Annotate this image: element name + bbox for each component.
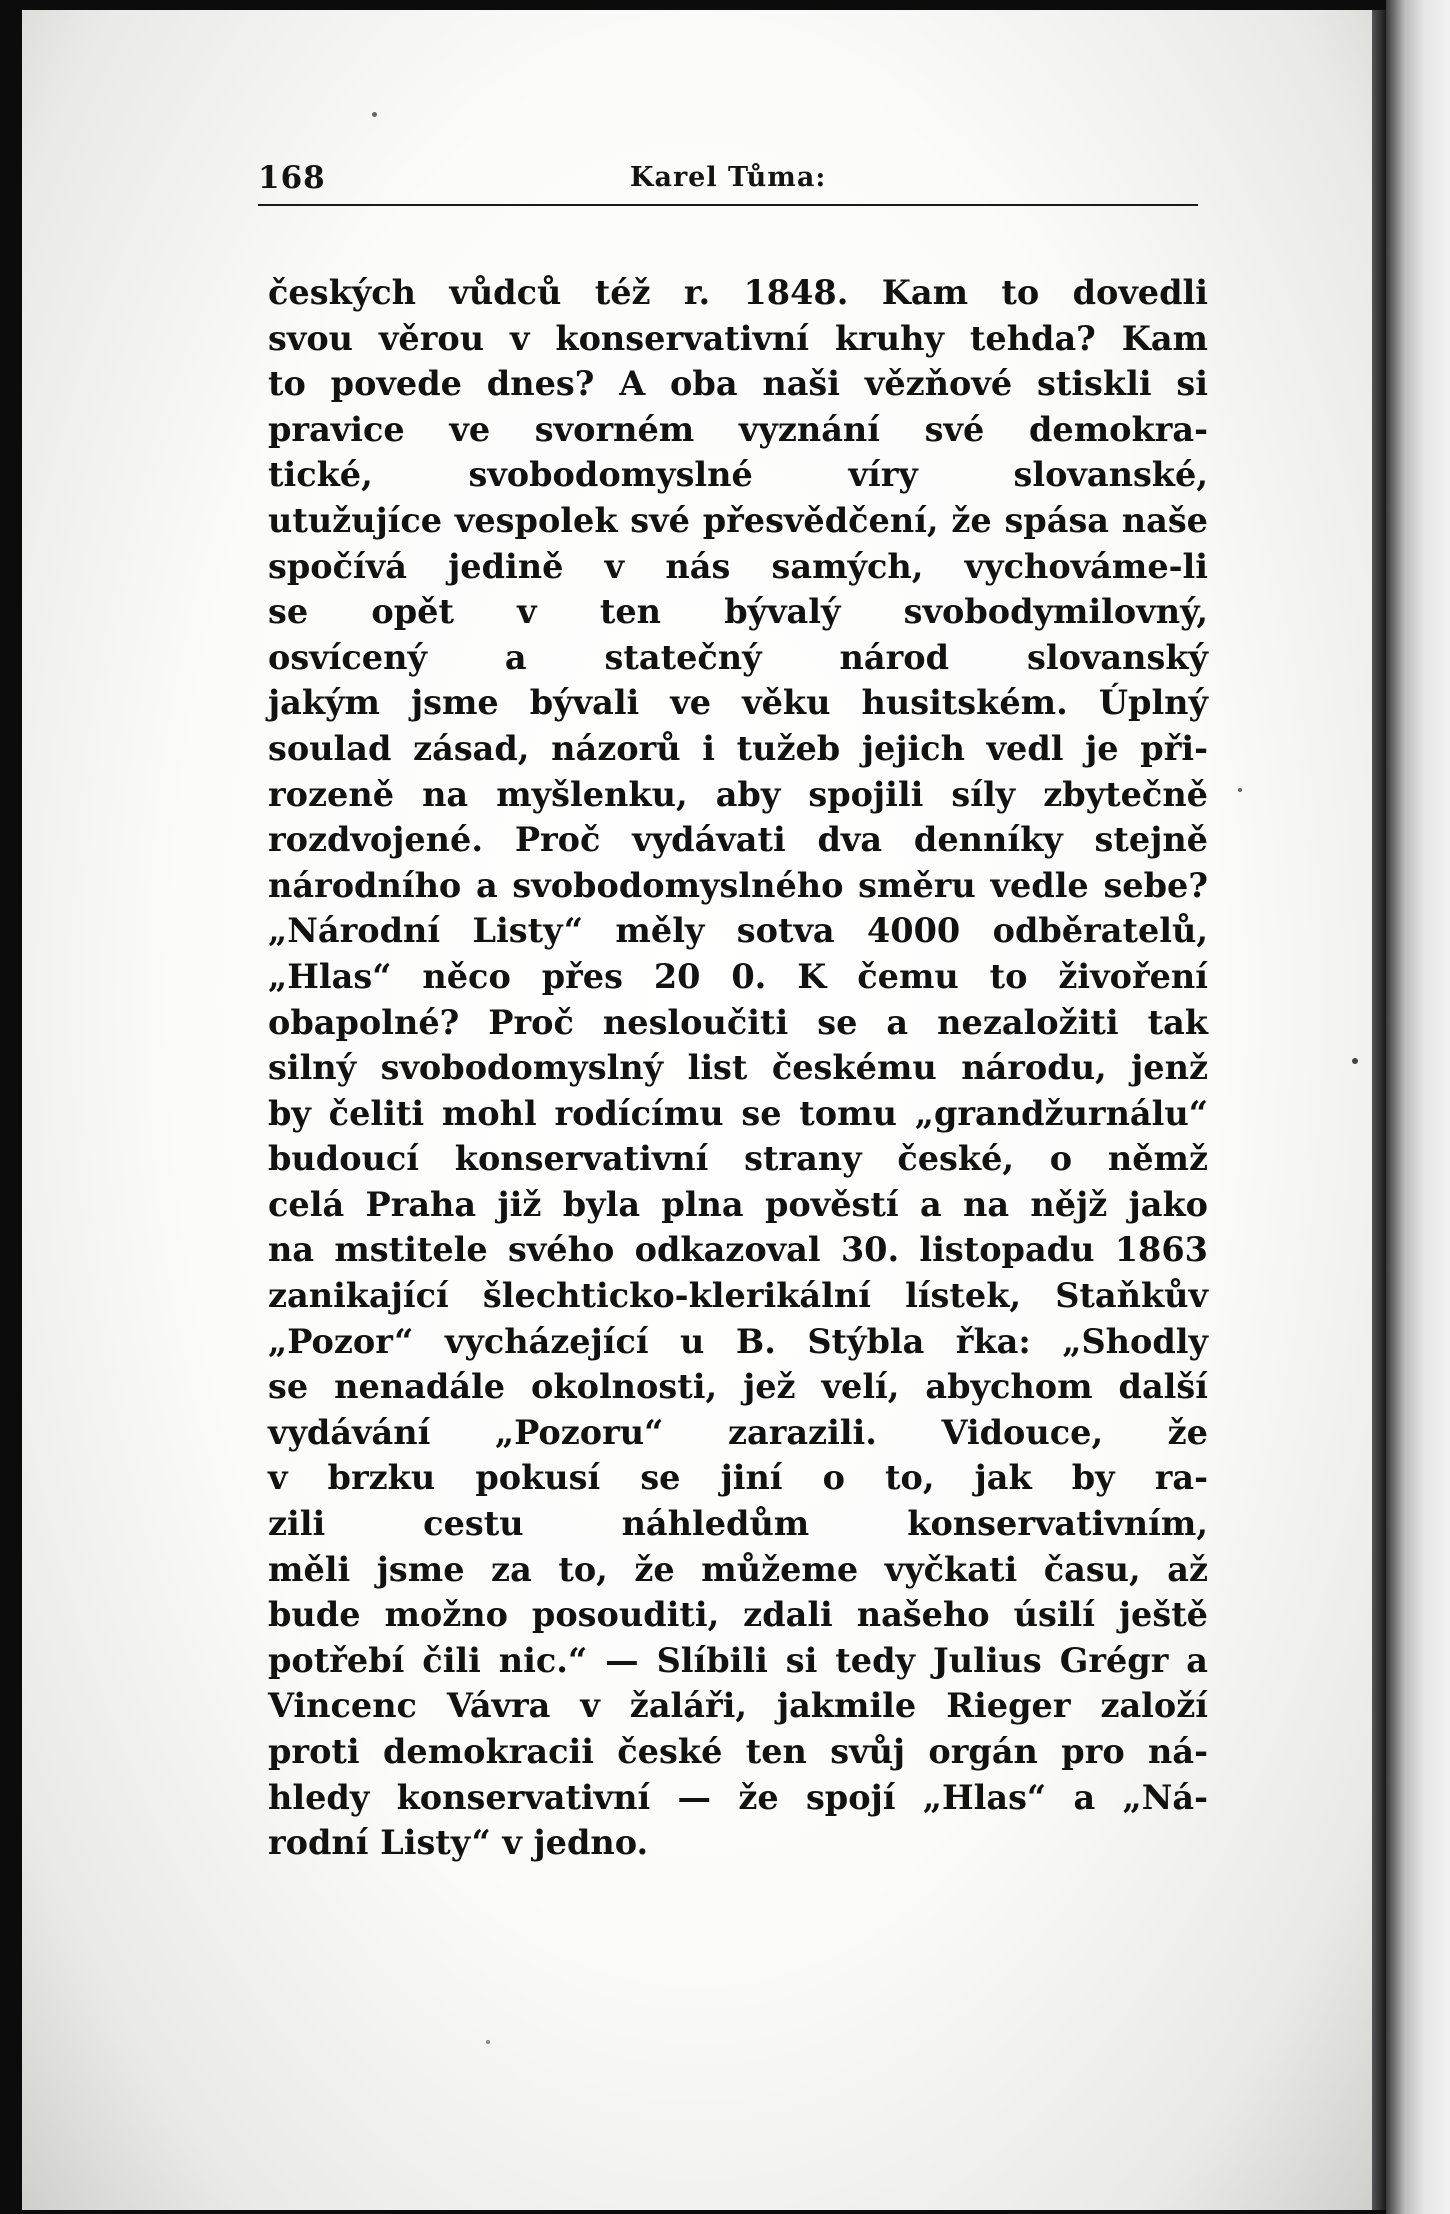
text-line: pravice ve svorném vyznání své demokra-: [268, 409, 1208, 449]
text-line: bude možno posouditi, zdali našeho úsilí ještě: [268, 1595, 1208, 1635]
text-line: to povede dnes? A oba naši vězňové stiskli si: [268, 364, 1208, 404]
text-line: obapolné? Proč nesloučiti se a nezaložiti tak: [268, 1002, 1208, 1042]
text-line-last: rodní Listy“ v jedno.: [268, 1823, 649, 1863]
text-line: potřebí čili nic.“ — Slíbili si tedy Julius Grégr a: [268, 1640, 1208, 1680]
adjacent-page-margin: [1386, 0, 1450, 2214]
running-head: Karel Tůma:: [630, 162, 827, 193]
text-line: by čeliti mohl rodícímu se tomu „grandžurnálu“: [268, 1093, 1208, 1133]
text-line: soulad zásad, názorů i tužeb jejich vedl je při-: [268, 728, 1208, 768]
paper-speck: [1238, 788, 1242, 792]
text-line: proti demokracii české ten svůj orgán pro ná-: [268, 1732, 1208, 1771]
header-rule: [258, 204, 1198, 206]
text-line: svou věrou v konservativní kruhy tehda? Kam: [268, 318, 1208, 358]
page-number: 168: [258, 160, 326, 196]
paper-speck: [1352, 1058, 1358, 1064]
text-line: v brzku pokusí se jiní o to, jak by ra-: [268, 1458, 1208, 1498]
page-header: [258, 160, 1198, 206]
paper-speck: [486, 2040, 490, 2044]
text-line: národního a svobodomyslného směru vedle sebe?: [268, 865, 1208, 905]
text-line: osvícený a statečný národ slovanský: [268, 637, 1208, 677]
text-line: hledy konservativní — že spojí „Hlas“ a „Ná-: [268, 1777, 1208, 1817]
text-line: se nenadále okolnosti, jež velí, abychom další: [268, 1367, 1208, 1407]
text-line: se opět v ten bývalý svobodymilovný,: [268, 592, 1208, 632]
text-line: tické, svobodomyslné víry slovanské,: [268, 455, 1208, 495]
text-line: měli jsme za to, že můžeme vyčkati času, až: [268, 1549, 1208, 1589]
body-paragraph: [268, 270, 1208, 1866]
text-line: vydávání „Pozoru“ zarazili. Vidouce, že: [268, 1412, 1208, 1452]
text-line: spočívá jedině v nás samých, vychováme-li: [268, 546, 1208, 586]
paper-speck: [372, 112, 377, 117]
page-edge-shadow: [1372, 10, 1386, 2210]
text-line: celá Praha již byla plna pověstí a na nějž jako: [268, 1184, 1208, 1224]
text-line: „Hlas“ něco přes 20 0. K čemu to živoření: [268, 956, 1208, 996]
text-line: rozeně na myšlenku, aby spojili síly zbytečně: [268, 774, 1208, 814]
text-line: „Pozor“ vycházející u B. Stýbla řka: „Shodly: [268, 1321, 1208, 1361]
text-line: silný svobodomyslný list českému národu, jenž: [268, 1048, 1208, 1088]
text-line: na mstitele svého odkazoval 30. listopadu 1863: [268, 1230, 1208, 1270]
text-line: jakým jsme bývali ve věku husitském. Úplný: [268, 683, 1208, 723]
text-line: budoucí konservativní strany české, o němž: [268, 1139, 1208, 1179]
text-line: českých vůdců též r. 1848. Kam to dovedli: [268, 273, 1208, 312]
text-line: Vincenc Vávra v žaláři, jakmile Rieger založí: [268, 1686, 1208, 1726]
text-line: zanikající šlechticko-klerikální lístek, Staňkův: [268, 1276, 1208, 1316]
text-line: „Národní Listy“ měly sotva 4000 odběratelů,: [268, 911, 1208, 951]
text-line: rozdvojené. Proč vydávati dva denníky stejně: [268, 820, 1208, 860]
text-line: utužujíce vespolek své přesvědčení, že spása naše: [268, 500, 1208, 540]
text-line: zili cestu náhledům konservativním,: [268, 1504, 1208, 1544]
